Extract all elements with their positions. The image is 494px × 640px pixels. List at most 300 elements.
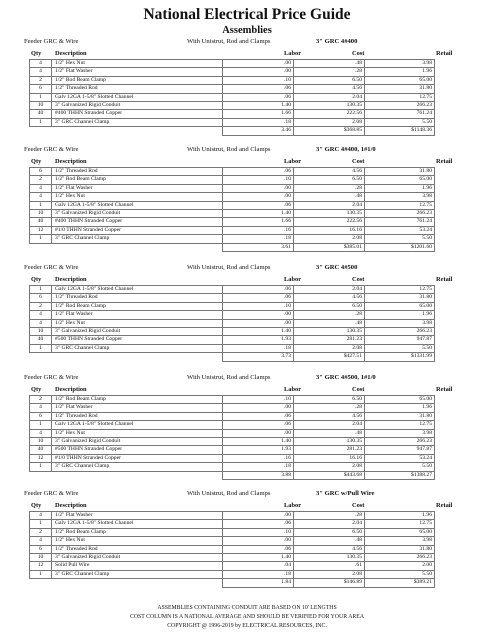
table-row bbox=[30, 118, 435, 126]
cell-retail: 53.24 bbox=[365, 454, 435, 462]
cell-retail: 1.96 bbox=[365, 184, 435, 192]
table-row bbox=[30, 562, 435, 570]
cell-qty: 4 bbox=[30, 429, 52, 437]
table-row bbox=[30, 235, 435, 243]
table-row bbox=[30, 302, 435, 310]
cell-description: Galv 12GA 1-5/8" Slotted Channel bbox=[52, 421, 223, 429]
table-row bbox=[30, 93, 435, 101]
page-subtitle: Assemblies bbox=[222, 25, 272, 36]
cell-description: 3" Galvanized Rigid Conduit bbox=[52, 554, 223, 562]
cell-qty: 40 bbox=[30, 336, 52, 344]
cell-retail: 2.00 bbox=[365, 562, 435, 570]
cell-cost: 130.35 bbox=[294, 554, 365, 562]
table-row bbox=[30, 68, 435, 76]
table-row bbox=[30, 528, 435, 536]
section-category: Feeder GRC & Wire bbox=[24, 146, 79, 153]
total-cost: $443.68 bbox=[294, 471, 365, 479]
empty-cell bbox=[52, 471, 223, 479]
assembly-section bbox=[0, 144, 494, 252]
column-header-description: Description bbox=[55, 386, 87, 393]
table-row bbox=[30, 184, 435, 192]
table-row bbox=[30, 210, 435, 218]
cell-labor: .06 bbox=[223, 545, 294, 553]
cell-retail: 65.00 bbox=[365, 302, 435, 310]
table-row bbox=[30, 454, 435, 462]
assembly-section bbox=[0, 488, 494, 588]
cell-retail: 31.80 bbox=[365, 545, 435, 553]
total-row bbox=[30, 579, 435, 587]
cell-cost: .28 bbox=[294, 311, 365, 319]
cell-qty: 12 bbox=[30, 226, 52, 234]
table-row bbox=[30, 328, 435, 336]
total-retail: $1331.99 bbox=[365, 353, 435, 361]
cell-retail: 947.87 bbox=[365, 446, 435, 454]
cell-retail: 3.98 bbox=[365, 60, 435, 68]
column-header-cost: Cost bbox=[352, 386, 365, 393]
cell-qty: 6 bbox=[30, 412, 52, 420]
cell-description: #400 THHN Stranded Copper bbox=[52, 110, 223, 118]
empty-cell bbox=[52, 127, 223, 135]
cell-qty: 1 bbox=[30, 344, 52, 352]
total-labor: 3.61 bbox=[223, 243, 294, 251]
cell-cost: 2.04 bbox=[294, 421, 365, 429]
cell-cost: 6.50 bbox=[294, 396, 365, 404]
cell-retail: 761.24 bbox=[365, 218, 435, 226]
cell-labor: .00 bbox=[223, 68, 294, 76]
cell-cost: 4.56 bbox=[294, 168, 365, 176]
cell-labor: .10 bbox=[223, 396, 294, 404]
table-row bbox=[30, 421, 435, 429]
cell-labor: .00 bbox=[223, 512, 294, 520]
column-header-cost: Cost bbox=[352, 158, 365, 165]
cell-labor: .18 bbox=[223, 344, 294, 352]
cell-cost: 4.56 bbox=[294, 545, 365, 553]
table-row bbox=[30, 168, 435, 176]
cell-cost: 281.23 bbox=[294, 446, 365, 454]
cell-labor: .18 bbox=[223, 118, 294, 126]
cell-retail: 31.80 bbox=[365, 168, 435, 176]
footer-note-cost: COST COLUMN IS A NATIONAL AVERAGE AND SHOULD BE VERIFIED FOR YOUR AREA bbox=[129, 614, 365, 620]
cell-description: 1/2" Flat Washer bbox=[52, 311, 223, 319]
cell-labor: .06 bbox=[223, 421, 294, 429]
cell-cost: .48 bbox=[294, 429, 365, 437]
cell-description: 1/2" Flat Washer bbox=[52, 184, 223, 192]
cell-labor: .16 bbox=[223, 454, 294, 462]
column-header-cost: Cost bbox=[352, 276, 365, 283]
cell-retail: 1.96 bbox=[365, 68, 435, 76]
cell-description: 1/2" Rod Beam Clamp bbox=[52, 528, 223, 536]
cell-retail: 1.96 bbox=[365, 512, 435, 520]
total-labor: 3.88 bbox=[223, 471, 294, 479]
cell-labor: .00 bbox=[223, 193, 294, 201]
cell-description: 1/2" Hex Nut bbox=[52, 193, 223, 201]
cell-cost: 130.35 bbox=[294, 438, 365, 446]
column-header-retail: Retail bbox=[436, 50, 453, 57]
cell-retail: 53.24 bbox=[365, 226, 435, 234]
cell-cost: 2.04 bbox=[294, 201, 365, 209]
cell-labor: 1.40 bbox=[223, 438, 294, 446]
cell-cost: 281.23 bbox=[294, 336, 365, 344]
empty-cell bbox=[52, 243, 223, 251]
table-row bbox=[30, 76, 435, 84]
cell-cost: 2.08 bbox=[294, 463, 365, 471]
cell-qty: 2 bbox=[30, 528, 52, 536]
cell-cost: .48 bbox=[294, 60, 365, 68]
table-row bbox=[30, 396, 435, 404]
cell-labor: .18 bbox=[223, 235, 294, 243]
items-table bbox=[29, 59, 435, 136]
cell-qty: 2 bbox=[30, 396, 52, 404]
cell-retail: 1.96 bbox=[365, 311, 435, 319]
column-header-retail: Retail bbox=[436, 276, 453, 283]
cell-cost: 16.16 bbox=[294, 454, 365, 462]
cell-cost: .48 bbox=[294, 193, 365, 201]
total-retail: $389.21 bbox=[365, 579, 435, 587]
table-row bbox=[30, 102, 435, 110]
cell-qty: 10 bbox=[30, 102, 52, 110]
cell-labor: 1.93 bbox=[223, 446, 294, 454]
cell-cost: 222.56 bbox=[294, 218, 365, 226]
column-header-cost: Cost bbox=[352, 502, 365, 509]
column-header-labor: Labor bbox=[284, 502, 302, 509]
section-method: With Unistrut, Rod and Clamps bbox=[187, 264, 271, 271]
column-headers bbox=[0, 156, 494, 167]
column-headers bbox=[0, 48, 494, 59]
total-cost: $427.51 bbox=[294, 353, 365, 361]
section-header bbox=[0, 144, 494, 156]
table-row bbox=[30, 545, 435, 553]
cell-retail: 12.75 bbox=[365, 421, 435, 429]
cell-retail: 3.98 bbox=[365, 429, 435, 437]
empty-cell bbox=[52, 579, 223, 587]
cell-description: 1/2" Flat Washer bbox=[52, 68, 223, 76]
total-retail: $1201.60 bbox=[365, 243, 435, 251]
cell-description: 1/2" Hex Nut bbox=[52, 537, 223, 545]
cell-retail: 761.24 bbox=[365, 110, 435, 118]
cell-description: 3" GRC Channel Clamp bbox=[52, 344, 223, 352]
section-method: With Unistrut, Rod and Clamps bbox=[187, 38, 271, 45]
empty-cell bbox=[30, 579, 52, 587]
section-method: With Unistrut, Rod and Clamps bbox=[187, 146, 271, 153]
cell-description: #500 THHN Stranded Copper bbox=[52, 336, 223, 344]
total-row bbox=[30, 353, 435, 361]
cell-description: 3" GRC Channel Clamp bbox=[52, 235, 223, 243]
column-header-retail: Retail bbox=[436, 386, 453, 393]
cell-description: 1/2" Threaded Rod bbox=[52, 545, 223, 553]
section-category: Feeder GRC & Wire bbox=[24, 374, 79, 381]
table-row bbox=[30, 60, 435, 68]
cell-labor: 1.40 bbox=[223, 102, 294, 110]
table-row bbox=[30, 85, 435, 93]
total-retail: $1388.27 bbox=[365, 471, 435, 479]
items-table bbox=[29, 285, 435, 362]
cell-qty: 1 bbox=[30, 570, 52, 578]
cell-description: 3" GRC Channel Clamp bbox=[52, 118, 223, 126]
cell-qty: 1 bbox=[30, 93, 52, 101]
cell-cost: 2.08 bbox=[294, 570, 365, 578]
cell-retail: 3.98 bbox=[365, 319, 435, 327]
section-code: 3" GRC w/Pull Wire bbox=[316, 490, 375, 497]
cell-qty: 6 bbox=[30, 168, 52, 176]
cell-description: Galv 12GA 1-5/8" Slotted Channel bbox=[52, 520, 223, 528]
cell-labor: .06 bbox=[223, 85, 294, 93]
table-row bbox=[30, 311, 435, 319]
total-labor: 3.73 bbox=[223, 353, 294, 361]
section-method: With Unistrut, Rod and Clamps bbox=[187, 490, 271, 497]
table-row bbox=[30, 201, 435, 209]
cell-qty: 40 bbox=[30, 110, 52, 118]
cell-cost: 4.56 bbox=[294, 85, 365, 93]
cell-qty: 4 bbox=[30, 537, 52, 545]
cell-qty: 1 bbox=[30, 235, 52, 243]
cell-description: Solid Pull Wire bbox=[52, 562, 223, 570]
table-row bbox=[30, 193, 435, 201]
cell-qty: 4 bbox=[30, 311, 52, 319]
cell-description: 1/2" Rod Beam Clamp bbox=[52, 176, 223, 184]
cell-retail: 3.98 bbox=[365, 193, 435, 201]
empty-cell bbox=[52, 353, 223, 361]
cell-qty: 1 bbox=[30, 463, 52, 471]
cell-cost: .28 bbox=[294, 68, 365, 76]
cell-qty: 1 bbox=[30, 421, 52, 429]
cell-retail: 266.23 bbox=[365, 438, 435, 446]
section-code: 3" GRC 4#500, 1#1/0 bbox=[316, 374, 376, 381]
cell-labor: .00 bbox=[223, 319, 294, 327]
cell-cost: 222.56 bbox=[294, 110, 365, 118]
table-row bbox=[30, 404, 435, 412]
cell-retail: 5.50 bbox=[365, 235, 435, 243]
cell-description: 1/2" Flat Washer bbox=[52, 404, 223, 412]
cell-qty: 6 bbox=[30, 545, 52, 553]
column-header-labor: Labor bbox=[284, 158, 302, 165]
cell-description: 1/2" Hex Nut bbox=[52, 429, 223, 437]
cell-cost: 130.35 bbox=[294, 328, 365, 336]
footer-copyright: COPYRIGHT @ 1996-2019 by ELECTRICAL RESOURCES, INC. bbox=[167, 623, 327, 629]
section-header bbox=[0, 36, 494, 48]
total-row bbox=[30, 243, 435, 251]
cell-labor: .00 bbox=[223, 60, 294, 68]
cell-description: #1/0 THHN Stranded Copper bbox=[52, 226, 223, 234]
cell-qty: 12 bbox=[30, 454, 52, 462]
cell-qty: 2 bbox=[30, 176, 52, 184]
table-row bbox=[30, 286, 435, 294]
cell-labor: .10 bbox=[223, 76, 294, 84]
assembly-section bbox=[0, 262, 494, 362]
cell-cost: 2.04 bbox=[294, 93, 365, 101]
section-header bbox=[0, 262, 494, 274]
cell-description: 3" Galvanized Rigid Conduit bbox=[52, 102, 223, 110]
cell-retail: 31.80 bbox=[365, 85, 435, 93]
column-header-labor: Labor bbox=[284, 50, 302, 57]
cell-cost: 6.50 bbox=[294, 76, 365, 84]
cell-labor: 1.66 bbox=[223, 110, 294, 118]
column-header-qty: Qty bbox=[31, 386, 42, 393]
table-row bbox=[30, 554, 435, 562]
section-code: 3" GRC 4#400 bbox=[316, 38, 358, 45]
column-header-description: Description bbox=[55, 276, 87, 283]
cell-retail: 12.75 bbox=[365, 93, 435, 101]
cell-labor: .06 bbox=[223, 286, 294, 294]
cell-description: #1/0 THHN Stranded Copper bbox=[52, 454, 223, 462]
cell-retail: 65.00 bbox=[365, 396, 435, 404]
column-header-qty: Qty bbox=[31, 50, 42, 57]
cell-description: 1/2" Threaded Rod bbox=[52, 294, 223, 302]
cell-retail: 12.75 bbox=[365, 520, 435, 528]
cell-retail: 3.98 bbox=[365, 537, 435, 545]
cell-qty: 4 bbox=[30, 319, 52, 327]
cell-description: 1/2" Flat Washer bbox=[52, 512, 223, 520]
cell-description: 3" Galvanized Rigid Conduit bbox=[52, 328, 223, 336]
cell-labor: .10 bbox=[223, 176, 294, 184]
cell-description: 1/2" Rod Beam Clamp bbox=[52, 76, 223, 84]
total-row bbox=[30, 471, 435, 479]
total-retail: $1148.36 bbox=[365, 127, 435, 135]
cell-labor: 1.66 bbox=[223, 218, 294, 226]
cell-qty: 4 bbox=[30, 184, 52, 192]
column-header-description: Description bbox=[55, 502, 87, 509]
column-headers bbox=[0, 384, 494, 395]
cell-retail: 31.80 bbox=[365, 412, 435, 420]
cell-labor: .04 bbox=[223, 562, 294, 570]
table-row bbox=[30, 344, 435, 352]
cell-cost: 2.08 bbox=[294, 344, 365, 352]
cell-labor: 1.93 bbox=[223, 336, 294, 344]
empty-cell bbox=[30, 353, 52, 361]
table-row bbox=[30, 226, 435, 234]
table-row bbox=[30, 319, 435, 327]
total-row bbox=[30, 127, 435, 135]
cell-retail: 1.96 bbox=[365, 404, 435, 412]
cell-labor: .06 bbox=[223, 201, 294, 209]
cell-cost: .61 bbox=[294, 562, 365, 570]
section-method: With Unistrut, Rod and Clamps bbox=[187, 374, 271, 381]
cell-retail: 266.23 bbox=[365, 328, 435, 336]
cell-qty: 4 bbox=[30, 193, 52, 201]
column-header-qty: Qty bbox=[31, 502, 42, 509]
cell-labor: .06 bbox=[223, 520, 294, 528]
column-header-labor: Labor bbox=[284, 386, 302, 393]
cell-cost: 2.08 bbox=[294, 118, 365, 126]
cell-description: 1/2" Threaded Rod bbox=[52, 85, 223, 93]
table-row bbox=[30, 429, 435, 437]
cell-cost: .28 bbox=[294, 512, 365, 520]
cell-description: 3" GRC Channel Clamp bbox=[52, 463, 223, 471]
cell-qty: 40 bbox=[30, 446, 52, 454]
table-row bbox=[30, 520, 435, 528]
cell-retail: 5.50 bbox=[365, 463, 435, 471]
cell-labor: 1.40 bbox=[223, 210, 294, 218]
cell-labor: .00 bbox=[223, 184, 294, 192]
cell-retail: 266.23 bbox=[365, 210, 435, 218]
cell-retail: 31.80 bbox=[365, 294, 435, 302]
empty-cell bbox=[30, 471, 52, 479]
cell-cost: 6.50 bbox=[294, 528, 365, 536]
cell-description: 1/2" Hex Nut bbox=[52, 319, 223, 327]
cell-cost: .48 bbox=[294, 319, 365, 327]
cell-description: Galv 12GA 1-5/8" Slotted Channel bbox=[52, 286, 223, 294]
cell-cost: .48 bbox=[294, 537, 365, 545]
cell-retail: 266.23 bbox=[365, 102, 435, 110]
cell-labor: 1.40 bbox=[223, 554, 294, 562]
assembly-section bbox=[0, 36, 494, 136]
items-table bbox=[29, 395, 435, 480]
cell-labor: .10 bbox=[223, 528, 294, 536]
cell-cost: 6.50 bbox=[294, 302, 365, 310]
cell-qty: 4 bbox=[30, 60, 52, 68]
cell-description: 1/2" Threaded Rod bbox=[52, 412, 223, 420]
items-table bbox=[29, 511, 435, 588]
total-labor: 1.84 bbox=[223, 579, 294, 587]
cell-qty: 4 bbox=[30, 404, 52, 412]
column-header-qty: Qty bbox=[31, 158, 42, 165]
cell-qty: 4 bbox=[30, 512, 52, 520]
table-row bbox=[30, 294, 435, 302]
cell-description: 3" Galvanized Rigid Conduit bbox=[52, 438, 223, 446]
cell-description: #400 THHN Stranded Copper bbox=[52, 218, 223, 226]
table-row bbox=[30, 336, 435, 344]
cell-cost: 4.56 bbox=[294, 294, 365, 302]
items-table bbox=[29, 167, 435, 252]
cell-retail: 5.50 bbox=[365, 118, 435, 126]
cell-qty: 10 bbox=[30, 438, 52, 446]
cell-retail: 12.75 bbox=[365, 286, 435, 294]
cell-labor: .06 bbox=[223, 412, 294, 420]
section-header bbox=[0, 372, 494, 384]
cell-qty: 40 bbox=[30, 218, 52, 226]
total-cost: $385.01 bbox=[294, 243, 365, 251]
cell-labor: .18 bbox=[223, 463, 294, 471]
cell-labor: .00 bbox=[223, 404, 294, 412]
column-header-cost: Cost bbox=[352, 50, 365, 57]
page-title: National Electrical Price Guide bbox=[143, 6, 351, 23]
cell-description: 1/2" Rod Beam Clamp bbox=[52, 302, 223, 310]
cell-retail: 65.00 bbox=[365, 76, 435, 84]
total-labor: 3.46 bbox=[223, 127, 294, 135]
cell-qty: 6 bbox=[30, 85, 52, 93]
cell-cost: .28 bbox=[294, 404, 365, 412]
cell-retail: 65.00 bbox=[365, 528, 435, 536]
table-row bbox=[30, 537, 435, 545]
section-category: Feeder GRC & Wire bbox=[24, 264, 79, 271]
cell-description: Galv 12GA 1-5/8" Slotted Channel bbox=[52, 201, 223, 209]
cell-qty: 4 bbox=[30, 68, 52, 76]
cell-qty: 1 bbox=[30, 118, 52, 126]
cell-labor: .06 bbox=[223, 93, 294, 101]
cell-qty: 10 bbox=[30, 554, 52, 562]
cell-cost: 16.16 bbox=[294, 226, 365, 234]
table-row bbox=[30, 463, 435, 471]
footer-note-lengths: ASSEMBLIES CONTAINING CONDUIT ARE BASED ON 10' LENGTHS bbox=[157, 605, 337, 611]
cell-description: 3" Galvanized Rigid Conduit bbox=[52, 210, 223, 218]
cell-labor: .00 bbox=[223, 429, 294, 437]
cell-qty: 10 bbox=[30, 328, 52, 336]
cell-description: 1/2" Threaded Rod bbox=[52, 168, 223, 176]
section-header bbox=[0, 488, 494, 500]
cell-labor: .10 bbox=[223, 302, 294, 310]
table-row bbox=[30, 512, 435, 520]
column-header-retail: Retail bbox=[436, 502, 453, 509]
cell-cost: 4.56 bbox=[294, 412, 365, 420]
cell-cost: 2.04 bbox=[294, 520, 365, 528]
cell-cost: 2.04 bbox=[294, 286, 365, 294]
cell-qty: 1 bbox=[30, 520, 52, 528]
cell-description: Galv 12GA 1-5/8" Slotted Channel bbox=[52, 93, 223, 101]
cell-qty: 6 bbox=[30, 294, 52, 302]
section-category: Feeder GRC & Wire bbox=[24, 490, 79, 497]
total-cost: $368.85 bbox=[294, 127, 365, 135]
cell-labor: 1.40 bbox=[223, 328, 294, 336]
cell-labor: .00 bbox=[223, 537, 294, 545]
